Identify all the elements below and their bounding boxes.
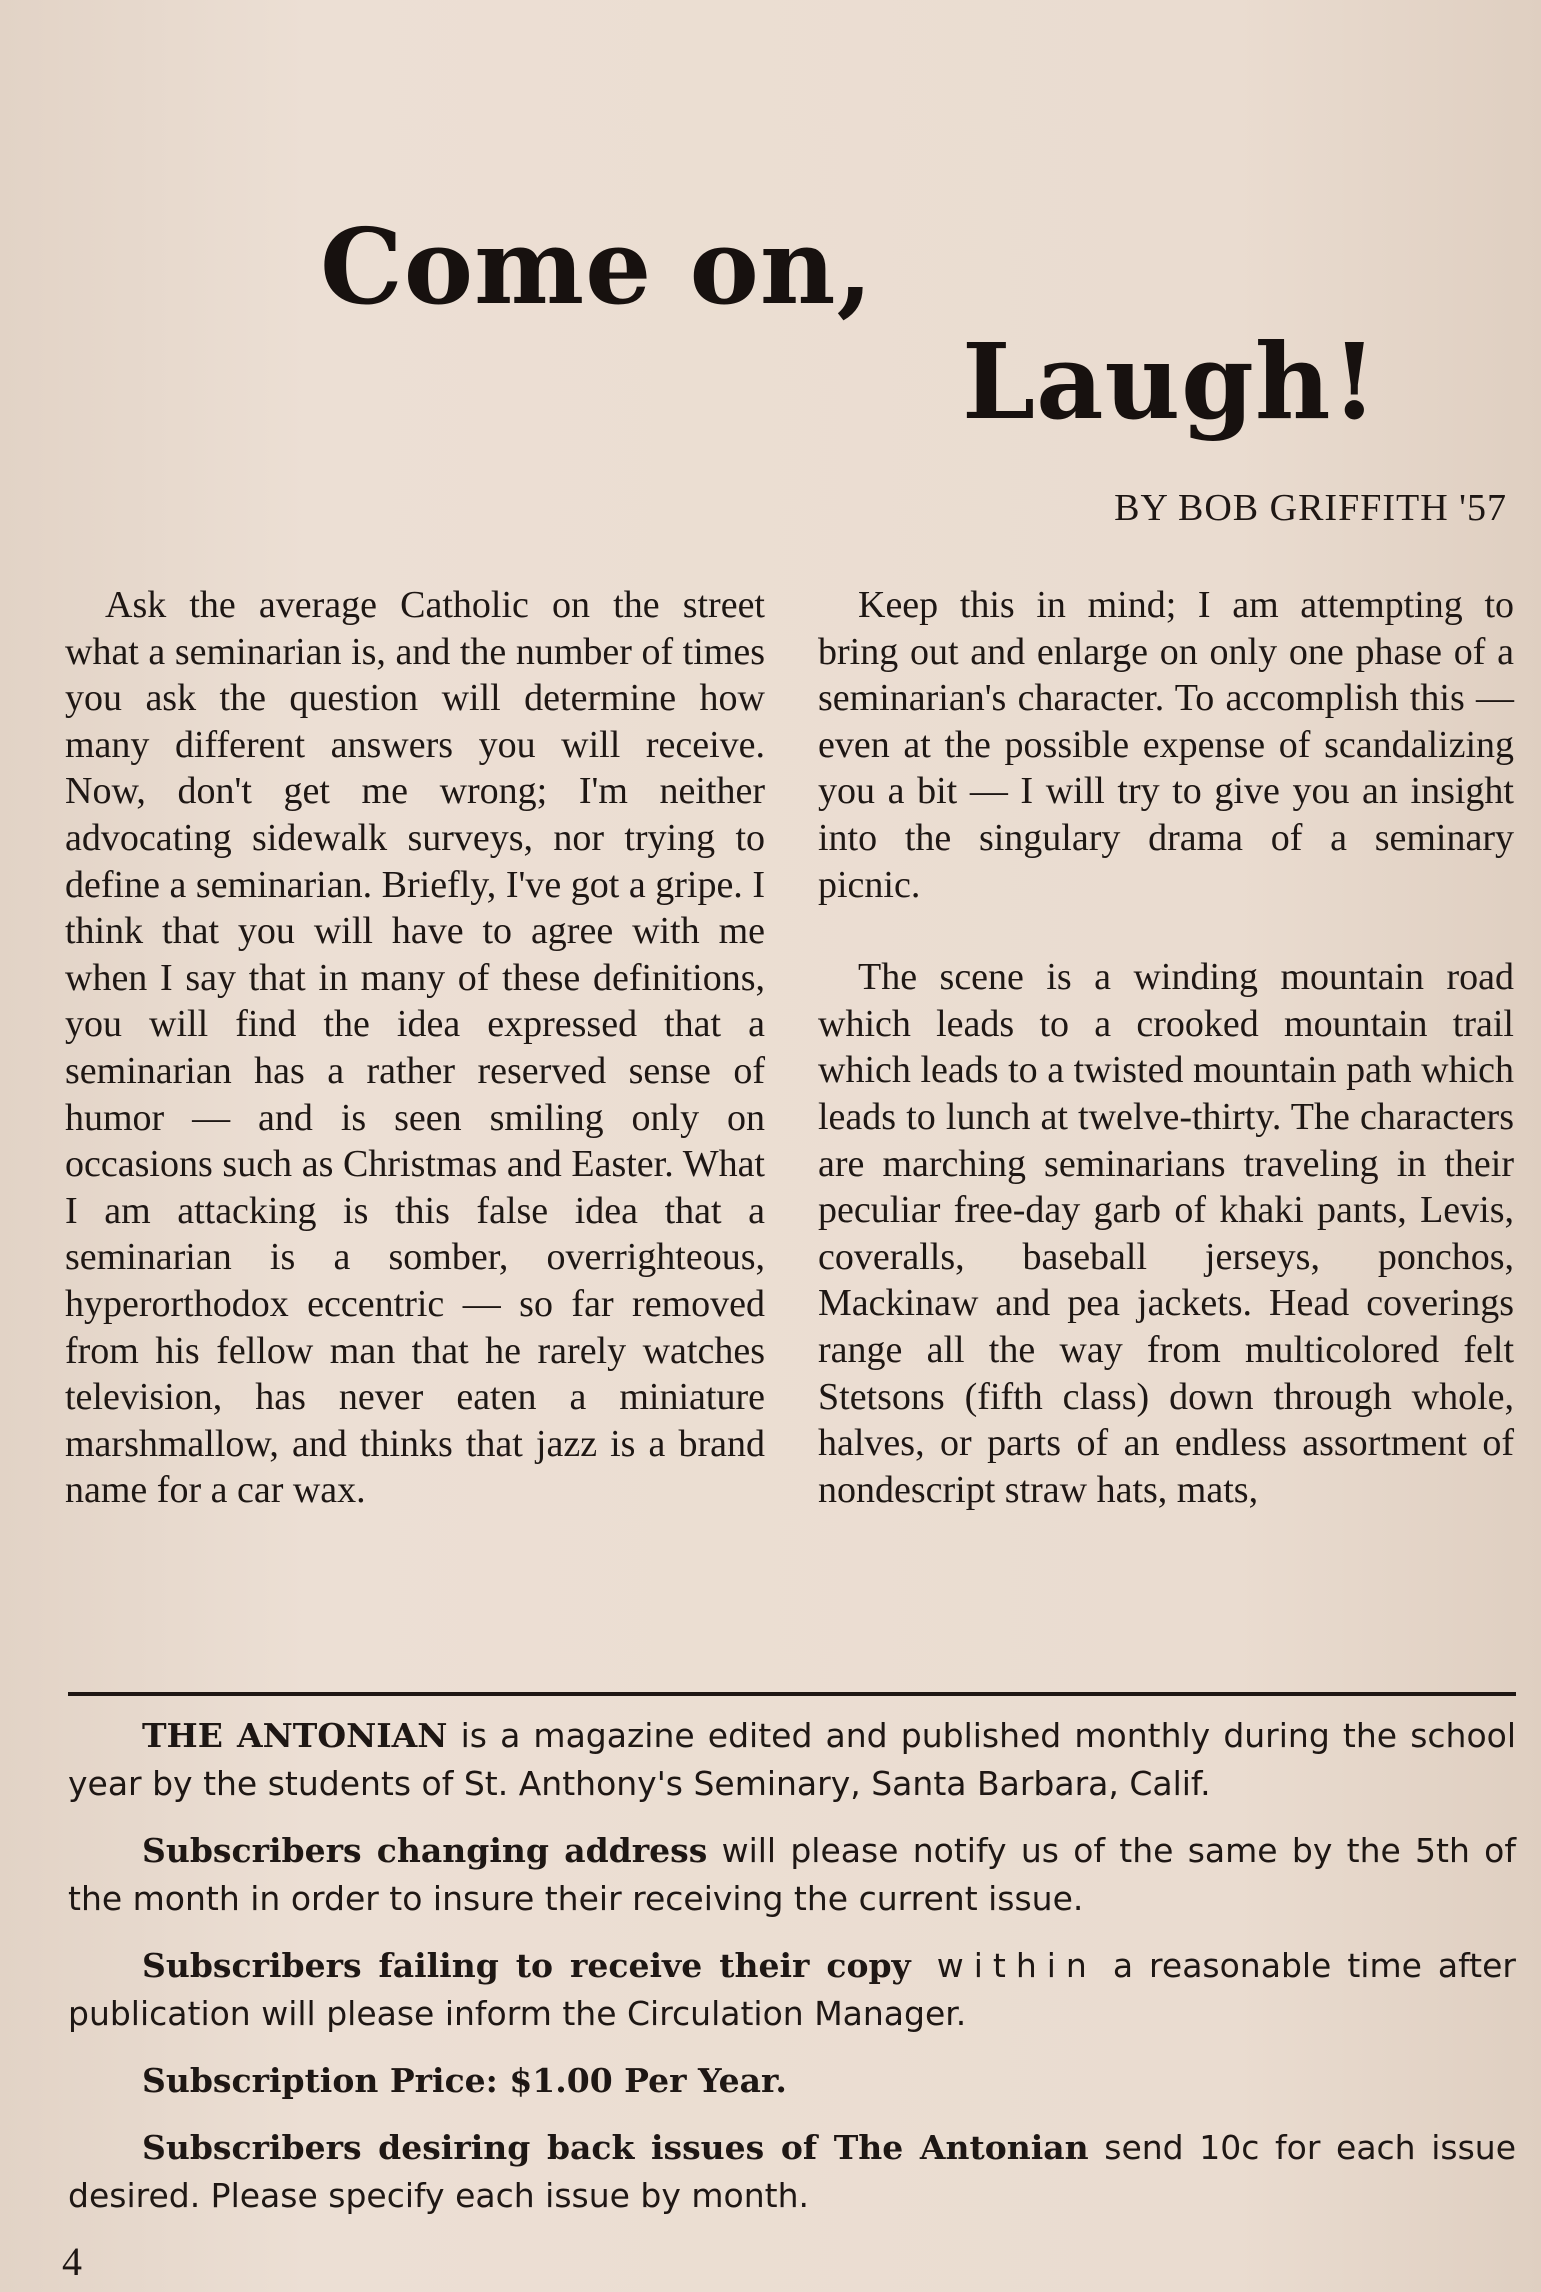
notice-bold: Subscribers desiring back issues of The Antonian	[142, 2128, 1089, 2167]
article-title-line-1: Come on,	[320, 205, 874, 328]
notice-bold: THE ANTONIAN	[142, 1716, 448, 1755]
notice-about	[68, 1712, 1516, 1808]
notice-bold: Subscription Price: $1.00 Per Year.	[142, 2061, 787, 2100]
notice-spaced-text: within	[910, 1946, 1097, 1985]
notice-address-change	[68, 1827, 1516, 1923]
notice-bold: Subscribers failing to receive their copy	[142, 1946, 911, 1985]
notice-subscription-price	[68, 2057, 1516, 2105]
notice-bold: Subscribers changing address	[142, 1831, 708, 1870]
article-paragraph: The scene is a winding mountain road which leads to a crooked mountain trail which leads to a twisted mountain path which leads to lunch at twelve-thirty. The characters are marching seminarians traveling in their peculiar free-day garb of khaki pants, Levis, coveralls, baseball jerseys, ponchos, Mackinaw and pea jackets. Head coverings range all the way from multicolored felt Stetsons (fifth class) down through whole, halves, or parts of an endless assortment of nondescript straw hats, mats,	[818, 956, 1514, 1511]
article-column-right	[818, 582, 1514, 1513]
article-paragraph: Ask the average Catholic on the street what a seminarian is, and the number of times you ask the question will determine how many different answers you will receive. Now, don't get me wrong; I'm neither advocating sidewalk surveys, nor trying to define a seminarian. Briefly, I've got a gripe. I think that you will have to agree with me when I say that in many of these definitions, you will find the idea expressed that a seminarian has a rather reserved sense of humor — and is seen smiling only on occasions such as Christmas and Easter. What I am attacking is this false idea that a seminarian is a somber, overrighteous, hyperorthodox eccentric — so far removed from his fellow man that he rarely watches television, has never eaten a miniature marshmallow, and thinks that jazz is a brand name for a car wax.	[65, 584, 765, 1512]
publication-notice	[68, 1712, 1516, 2239]
section-divider	[68, 1692, 1516, 1696]
article-title-line-2: Laugh!	[962, 320, 1379, 443]
notice-text: is a magazine edited and published monthly during the school year by the students of St. Anthony's Seminary, Santa Barbara, Calif.	[68, 1716, 1516, 1803]
notice-missing-copy	[68, 1942, 1516, 2038]
page-number: 4	[62, 2239, 82, 2284]
article-column-left	[65, 582, 765, 1514]
notice-text: send 10c for each issue desired. Please specify each issue by month.	[68, 2128, 1516, 2215]
article-paragraph: Keep this in mind; I am attempting to bring out and enlarge on only one phase of a seminarian's character. To accomplish this — even at the possible expense of scandalizing you a bit — I will try to give you an insight into the singulary drama of a seminary picnic.	[818, 584, 1514, 906]
notice-text: a reasonable time after publication will please inform the Circulation Manager.	[68, 1946, 1516, 2033]
notice-text: will please notify us of the same by the 5th of the month in order to insure their receiving the current issue.	[68, 1831, 1516, 1918]
article-byline: BY BOB GRIFFITH '57	[1114, 487, 1507, 529]
notice-back-issues	[68, 2124, 1516, 2220]
